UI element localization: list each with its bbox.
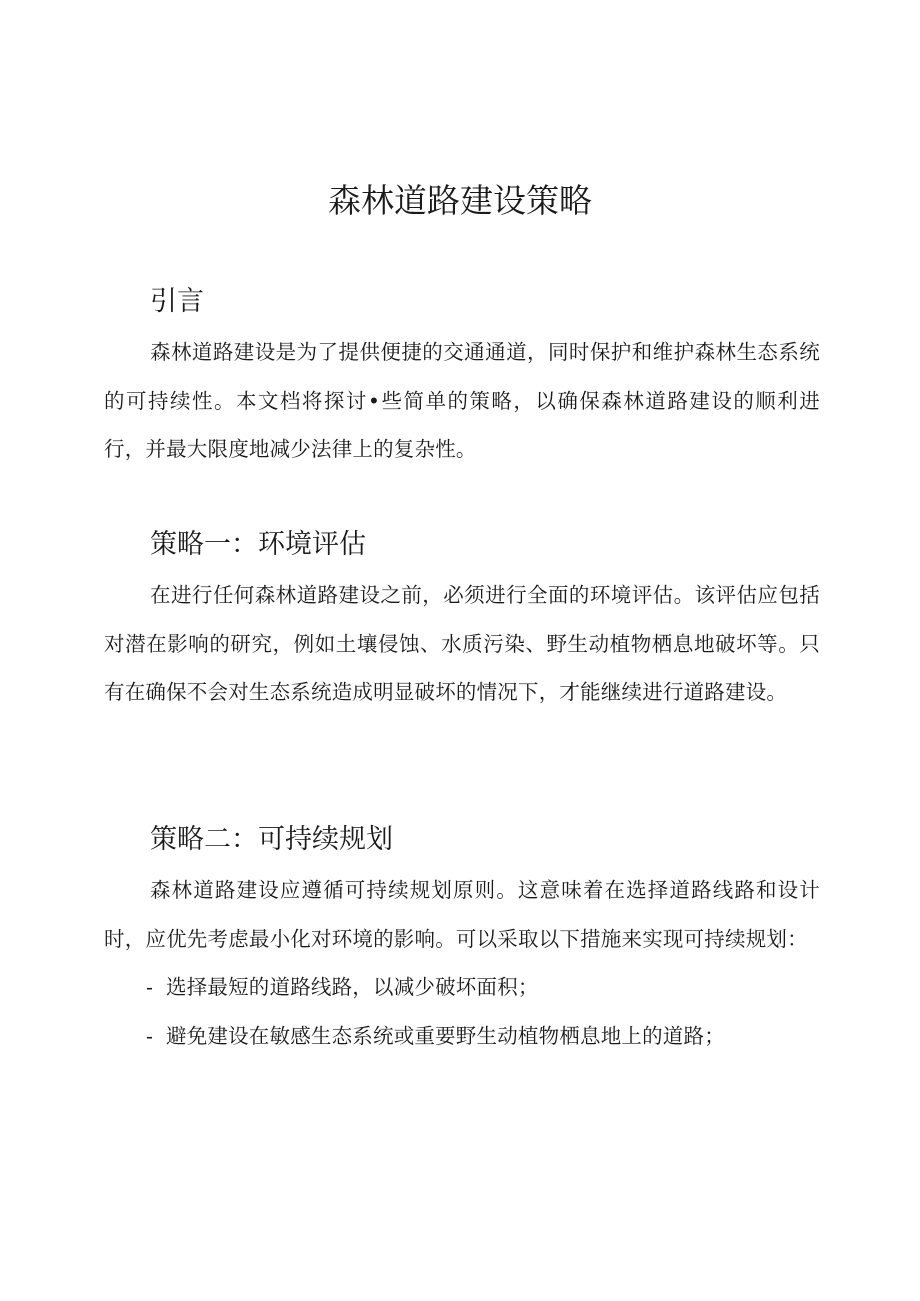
- bullet-marker: -: [146, 1023, 154, 1048]
- list-item: [104, 963, 820, 1012]
- section-paragraph: 森林道路建设应遵循可持续规划原则。这意味着在选择道路线路和设计时，应优先考虑最小化对环境的影响。可以采取以下措施来实现可持续规划：: [104, 878, 820, 951]
- section-heading: 策略一：环境评估: [150, 529, 366, 560]
- bullet-list: [104, 963, 820, 1060]
- list-item: [104, 1012, 820, 1061]
- section-paragraph: 在进行任何森林道路建设之前，必须进行全面的环境评估。该评估应包括对潜在影响的研究，例如土壤侵蚀、水质污染、野生动植物栖息地破坏等。只有在确保不会对生态系统造成明显破坏的情况下，才能继续进行道路建设。: [104, 583, 820, 704]
- bullet-marker: -: [146, 975, 154, 999]
- section-strategy-one: [104, 525, 820, 717]
- list-item-text: 选择最短的道路线路，以减少破坏面积；: [166, 975, 539, 999]
- section-paragraph: 森林道路建设是为了提供便捷的交通通道，同时保护和维护森林生态系统的可持续性。本文档将探讨•些简单的策略，以确保森林道路建设的顺利进行，并最大限度地减少法律上的复杂性。: [104, 340, 820, 461]
- section-introduction: [104, 282, 820, 474]
- section-strategy-two: [104, 820, 820, 1060]
- list-item-text: 避免建设在敏感生态系统或重要野生动植物栖息地上的道路；: [166, 1023, 725, 1048]
- document-title: 森林道路建设策略: [328, 181, 592, 220]
- section-heading: 引言: [150, 286, 204, 317]
- section-heading: 策略二：可持续规划: [150, 824, 393, 855]
